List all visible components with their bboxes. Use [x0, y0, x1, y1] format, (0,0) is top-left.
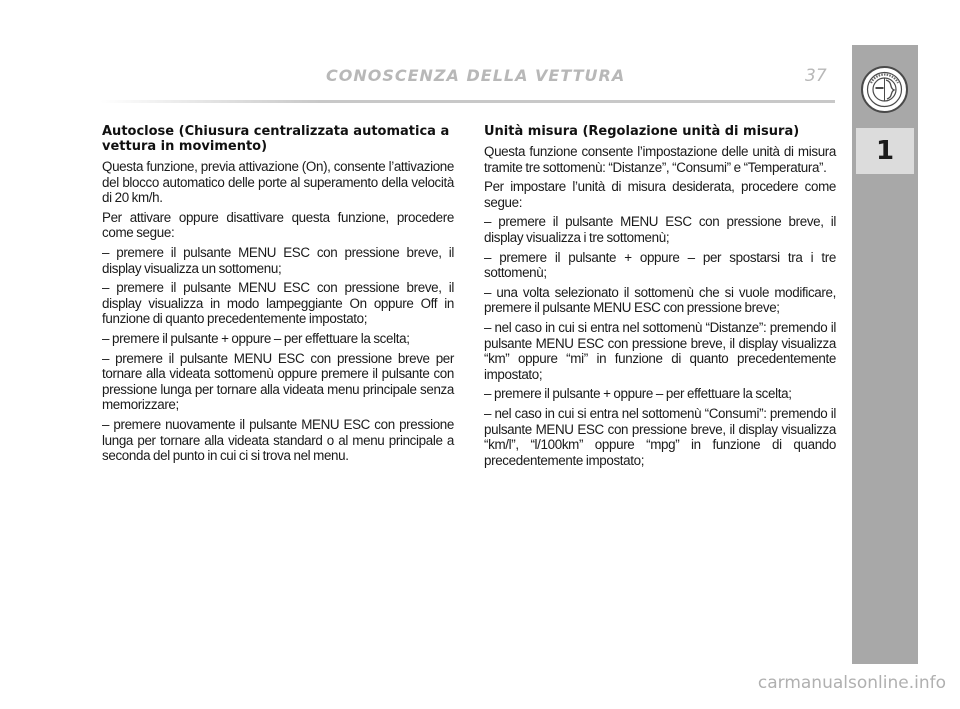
paragraph: Per impostare l’unità di misura desiderata, procedere come segue:: [484, 179, 836, 210]
paragraph: – premere il pulsante MENU ESC con pressione breve, il display visualizza in modo lampeggiante On oppure Off in funzione di quanto precedentemente impostato;: [102, 280, 454, 327]
right-column: [484, 124, 836, 472]
paragraph: Per attivare oppure disattivare questa funzione, procedere come segue:: [102, 209, 454, 241]
paragraph: – premere il pulsante + oppure – per effettuare la scelta;: [102, 330, 410, 346]
paragraph: – premere nuovamente il pulsante MENU ESC con pressione lunga per tornare alla videata standard o al menu principale a seconda del punto in cui ci si trova nel menu.: [102, 416, 454, 464]
paragraph: – premere il pulsante MENU ESC con pressione breve, il display visualizza un sottomenu;: [102, 244, 454, 276]
unita-misura-heading: Unità misura (Regolazione unità di misura): [484, 124, 800, 139]
paragraph: – una volta selezionato il sottomenù che si vuole modificare, premere il pulsante MENU ESC con pressione breve;: [484, 284, 836, 316]
paragraph: – premere il pulsante MENU ESC con pressione breve, il display visualizza i tre sottomenù;: [484, 214, 836, 245]
page-number: 37: [805, 66, 827, 86]
paragraph: – premere il pulsante + oppure – per effettuare la scelta;: [484, 386, 792, 402]
paragraph: Questa funzione consente l’impostazione delle unità di misura tramite tre sottomenù: “Distanze”, “Consumi” e “Temperatura”.: [484, 144, 836, 175]
paragraph: – premere il pulsante MENU ESC con pressione breve per tornare alla videata sottomenù oppure premere il pulsante con pressione lunga per tornare alla videata menu principale senza memorizzare;: [102, 350, 454, 413]
running-header-title: CONOSCENZA DELLA VETTURA: [326, 66, 626, 85]
chapter-number: 1: [856, 128, 914, 174]
watermark-text: carmanualsonline.info: [757, 673, 946, 693]
left-column: [102, 124, 454, 468]
autoclose-heading: Autoclose (Chiusura centralizzata automatica a vettura in movimento): [102, 124, 450, 154]
paragraph: Questa funzione, previa attivazione (On), consente l’attivazione del blocco automatico delle porte al superamento della velocità di 20 km/h.: [102, 159, 454, 206]
alfa-romeo-badge-icon: [861, 66, 908, 113]
paragraph: – premere il pulsante + oppure – per spostarsi tra i tre sottomenù;: [484, 249, 836, 281]
paragraph: – nel caso in cui si entra nel sottomenù “Distanze”: premendo il pulsante MENU ESC con pressione breve, il display visualizza “km” oppure “mi” in funzione di quanto precedentemente impostato;: [484, 319, 836, 382]
header-rule: [100, 100, 835, 103]
paragraph: – nel caso in cui si entra nel sottomenù “Consumi”: premendo il pulsante MENU ESC con pressione breve, il display visualizza “km/l”, “l/100km” oppure “mpg” in funzione di quando precedentemente impostato;: [484, 405, 836, 468]
